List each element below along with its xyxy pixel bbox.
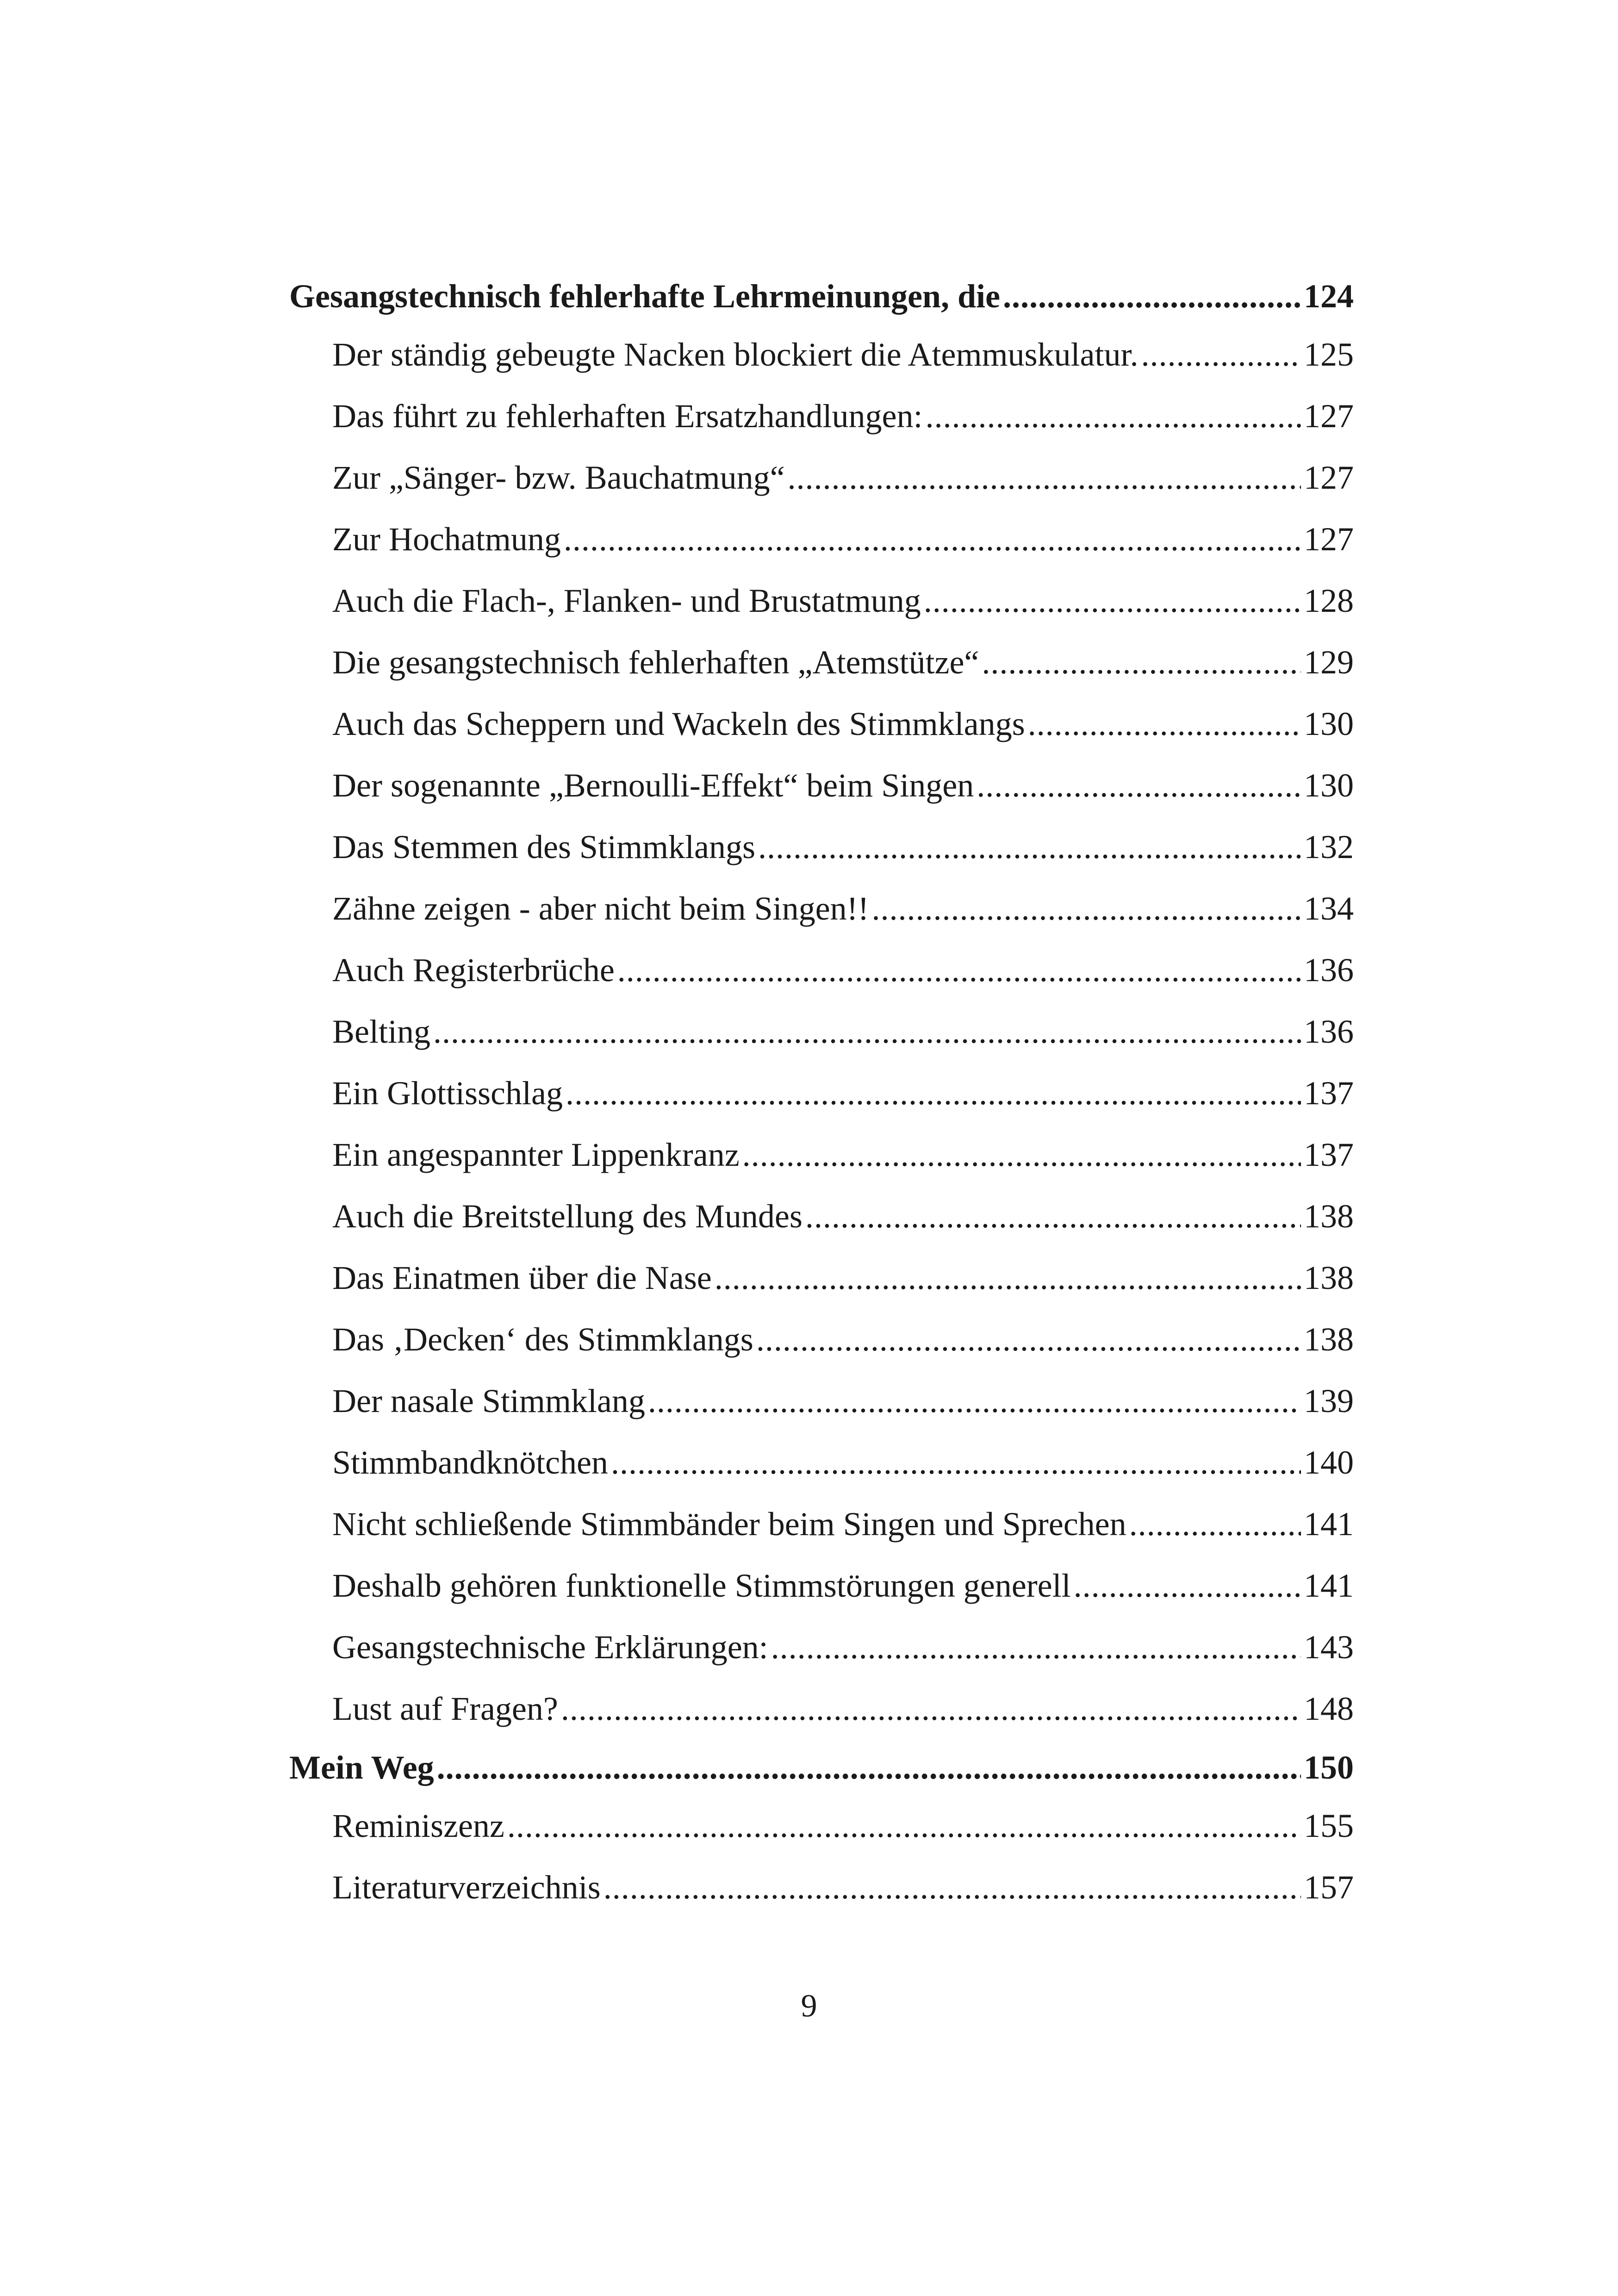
toc-entry-page: 155 (1304, 1807, 1354, 1844)
toc-dot-leader (1141, 324, 1301, 386)
toc-entry-title: Das Stemmen des Stimmklangs (332, 828, 755, 865)
toc-entry-page: 128 (1304, 582, 1354, 619)
toc-section-entry (289, 693, 1354, 755)
toc-section-entry (289, 570, 1354, 632)
toc-entry-title: Literaturverzeichnis (332, 1869, 601, 1906)
toc-entry-title: Das ‚Decken‘ des Stimmklangs (332, 1321, 753, 1358)
toc-entry-page: 136 (1304, 952, 1354, 989)
toc-entry-title: Deshalb gehören funktionelle Stimmstörungen generell (332, 1567, 1071, 1604)
toc-entry-title: Ein Glottisschlag (332, 1075, 563, 1112)
toc-section-entry (289, 1063, 1354, 1124)
toc-section-entry (289, 1617, 1354, 1678)
toc-entry-title: Der ständig gebeugte Nacken blockiert die Atemmuskulatur. (332, 336, 1139, 373)
toc-entry-page: 157 (1304, 1869, 1354, 1906)
toc-entry-page: 127 (1304, 459, 1354, 496)
toc-entry-title: Lust auf Fragen? (332, 1690, 558, 1727)
toc-entry-page: 136 (1304, 1013, 1354, 1050)
toc-chapter-entry (289, 268, 1354, 324)
toc-entry-title: Der nasale Stimmklang (332, 1382, 645, 1419)
toc-entry-page: 127 (1304, 521, 1354, 558)
toc-dot-leader (507, 1795, 1301, 1857)
toc-section-entry (289, 447, 1354, 509)
toc-entry-title: Auch Registerbrüche (332, 952, 615, 989)
toc-dot-leader (617, 940, 1301, 1001)
toc-dot-leader (872, 878, 1301, 940)
toc-section-entry (289, 386, 1354, 447)
toc-dot-leader (648, 1370, 1301, 1432)
toc-entry-page: 141 (1304, 1506, 1354, 1543)
toc-entry-page: 138 (1304, 1321, 1354, 1358)
toc-entry-title: Der sogenannte „Bernoulli-Effekt“ beim Singen (332, 767, 974, 804)
toc-dot-leader (1028, 693, 1301, 755)
toc-dot-leader (788, 447, 1301, 509)
toc-section-entry (289, 1186, 1354, 1247)
toc-entry-page: 141 (1304, 1567, 1354, 1604)
toc-section-entry (289, 324, 1354, 386)
toc-entry-page: 138 (1304, 1198, 1354, 1235)
toc-dot-leader (433, 1001, 1301, 1063)
toc-entry-page: 129 (1304, 644, 1354, 681)
toc-section-entry (289, 1857, 1354, 1918)
toc-dot-leader (715, 1247, 1301, 1309)
toc-dot-leader (756, 1309, 1301, 1370)
toc-dot-leader (982, 632, 1301, 693)
toc-entry-title: Zähne zeigen - aber nicht beim Singen!! (332, 890, 869, 927)
toc-section-entry (289, 940, 1354, 1001)
toc-entry-title: Auch das Scheppern und Wackeln des Stimmklangs (332, 705, 1025, 742)
toc-dot-leader (977, 755, 1301, 816)
toc-section-entry (289, 1124, 1354, 1186)
toc-entry-title: Mein Weg (289, 1749, 434, 1786)
toc-entry-title: Das Einatmen über die Nase (332, 1259, 712, 1296)
toc-entry-title: Auch die Flach-, Flanken- und Brustatmung (332, 582, 921, 619)
toc-section-entry (289, 878, 1354, 940)
toc-section-entry (289, 816, 1354, 878)
toc-chapter-entry (289, 1740, 1354, 1795)
toc-section-entry (289, 509, 1354, 570)
toc-section-entry (289, 1493, 1354, 1555)
toc-entry-title: Nicht schließende Stimmbänder beim Singen und Sprechen (332, 1506, 1126, 1543)
toc-entry-page: 132 (1304, 828, 1354, 865)
toc-section-entry (289, 632, 1354, 693)
toc-section-entry (289, 1001, 1354, 1063)
toc-entry-title: Ein angespannter Lippenkranz (332, 1136, 740, 1173)
toc-dot-leader (925, 386, 1301, 447)
toc-entry-page: 137 (1304, 1136, 1354, 1173)
toc-section-entry (289, 755, 1354, 816)
toc-dot-leader (1003, 268, 1301, 324)
toc-section-entry (289, 1247, 1354, 1309)
toc-entry-page: 138 (1304, 1259, 1354, 1296)
toc-dot-leader (805, 1186, 1301, 1247)
toc-entry-title: Die gesangstechnisch fehlerhaften „Atemstütze“ (332, 644, 979, 681)
toc-entry-page: 124 (1304, 278, 1354, 315)
toc-dot-leader (561, 1678, 1301, 1740)
toc-entry-page: 127 (1304, 398, 1354, 435)
toc-dot-leader (758, 816, 1301, 878)
toc-entry-page: 130 (1304, 767, 1354, 804)
page-number: 9 (801, 1988, 817, 2024)
toc-section-entry (289, 1309, 1354, 1370)
toc-dot-leader (604, 1857, 1301, 1918)
toc-entry-page: 137 (1304, 1075, 1354, 1112)
toc-entry-page: 125 (1304, 336, 1354, 373)
toc-section-entry (289, 1432, 1354, 1493)
toc-dot-leader (1129, 1493, 1301, 1555)
toc-dot-leader (771, 1617, 1301, 1678)
toc-entry-title: Auch die Breitstellung des Mundes (332, 1198, 803, 1235)
toc-entry-page: 130 (1304, 705, 1354, 742)
toc-dot-leader (1074, 1555, 1301, 1617)
toc-dot-leader (611, 1432, 1301, 1493)
toc-entry-title: Belting (332, 1013, 430, 1050)
toc-dot-leader (564, 509, 1301, 570)
toc-entry-page: 134 (1304, 890, 1354, 927)
toc-entry-page: 150 (1304, 1749, 1354, 1786)
toc-entry-page: 139 (1304, 1382, 1354, 1419)
toc-dot-leader (566, 1063, 1301, 1124)
toc-entry-title: Zur „Sänger- bzw. Bauchatmung“ (332, 459, 785, 496)
table-of-contents (289, 268, 1354, 1918)
toc-section-entry (289, 1370, 1354, 1432)
toc-entry-title: Stimmbandknötchen (332, 1444, 608, 1481)
toc-dot-leader (924, 570, 1301, 632)
toc-section-entry (289, 1795, 1354, 1857)
toc-entry-title: Gesangstechnisch fehlerhafte Lehrmeinungen, die (289, 278, 1000, 315)
toc-entry-title: Reminiszenz (332, 1807, 504, 1844)
toc-entry-title: Gesangstechnische Erklärungen: (332, 1629, 768, 1666)
toc-entry-title: Das führt zu fehlerhaften Ersatzhandlungen: (332, 398, 923, 435)
toc-entry-title: Zur Hochatmung (332, 521, 561, 558)
toc-dot-leader (742, 1124, 1301, 1186)
toc-dot-leader (437, 1740, 1301, 1795)
toc-section-entry (289, 1678, 1354, 1740)
toc-section-entry (289, 1555, 1354, 1617)
toc-entry-page: 148 (1304, 1690, 1354, 1727)
toc-entry-page: 140 (1304, 1444, 1354, 1481)
toc-entry-page: 143 (1304, 1629, 1354, 1666)
